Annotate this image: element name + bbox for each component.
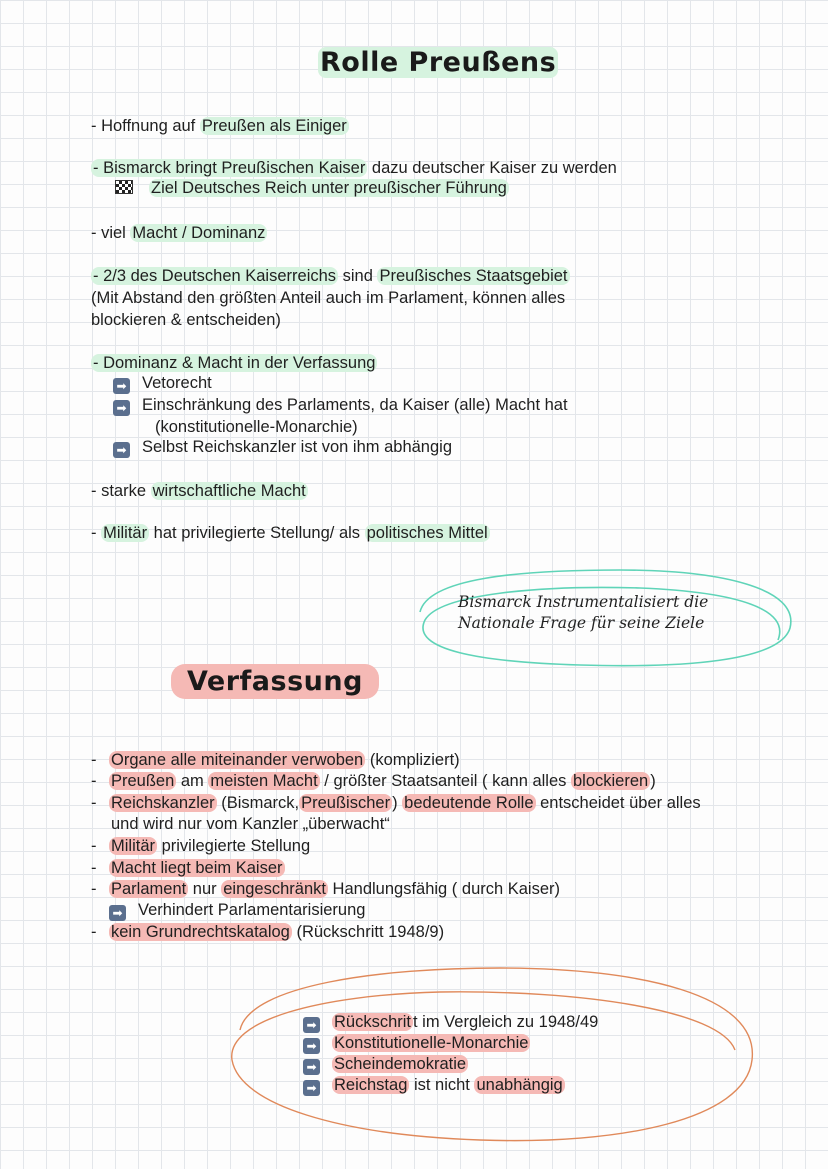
summary-item: ➡ Reichstag ist nicht unabhängig bbox=[303, 1074, 565, 1096]
section-title-verfassung: Verfassung bbox=[171, 664, 379, 699]
note-line-1: Bismarck Instrumentalisiert die bbox=[458, 593, 709, 611]
line-reichskanzler-abhaengig: ➡ Selbst Reichskanzler ist von ihm abhängig bbox=[113, 436, 452, 458]
line-wirtschaft: - starke wirtschaftliche Macht bbox=[91, 482, 306, 500]
right-arrow-icon: ➡ bbox=[109, 905, 126, 921]
summary-item: ➡ Konstitutionelle-Monarchie bbox=[303, 1032, 530, 1054]
line-staatsgebiet: - 2/3 des Deutschen Kaiserreichs sind Preußisches Staatsgebiet bbox=[93, 267, 568, 285]
checkered-flag-icon bbox=[115, 180, 133, 194]
list-item: - Reichskanzler (Bismarck, Preußischer ) bedeutende Rolle entscheidet über alles bbox=[91, 794, 701, 812]
right-arrow-icon: ➡ bbox=[303, 1080, 320, 1096]
right-arrow-icon: ➡ bbox=[303, 1017, 320, 1033]
list-item: - Preußen am meisten Macht / größter Staatsanteil ( kann alles blockieren ) bbox=[91, 772, 656, 790]
list-item-sub: ➡ Verhindert Parlamentarisierung bbox=[109, 899, 365, 921]
line-bismarck: - Bismarck bringt Preußischen Kaiser dazu deutscher Kaiser zu werden bbox=[93, 159, 617, 177]
right-arrow-icon: ➡ bbox=[303, 1038, 320, 1054]
line-hoffnung: - Hoffnung auf Preußen als Einiger bbox=[91, 117, 347, 135]
summary-item: ➡ Rückschrit t im Vergleich zu 1948/49 bbox=[303, 1011, 598, 1033]
list-item: - Parlament nur eingeschränkt Handlungsfähig ( durch Kaiser) bbox=[91, 880, 561, 898]
right-arrow-icon: ➡ bbox=[113, 378, 130, 394]
summary-item: ➡ Scheindemokratie bbox=[303, 1053, 468, 1075]
page-title: Rolle Preußens bbox=[320, 47, 557, 78]
list-item: - Macht liegt beim Kaiser bbox=[91, 859, 283, 877]
right-arrow-icon: ➡ bbox=[303, 1059, 320, 1075]
line-ziel: Ziel Deutsches Reich unter preußischer Führung bbox=[115, 177, 509, 199]
line-macht: - viel Macht / Dominanz bbox=[91, 224, 266, 242]
line-monarchie: (konstitutionelle-Monarchie) bbox=[155, 418, 358, 436]
note-line-2: Nationale Frage für seine Ziele bbox=[458, 614, 705, 632]
line-militaer: - Militär hat privilegierte Stellung/ als politisches Mittel bbox=[91, 524, 488, 542]
line-blockieren: blockieren & entscheiden) bbox=[91, 311, 281, 329]
right-arrow-icon: ➡ bbox=[113, 400, 130, 416]
list-item: - kein Grundrechtskatalog (Rückschritt 1948/9) bbox=[91, 923, 445, 941]
line-abstand: (Mit Abstand den größten Anteil auch im Parlament, können alles bbox=[91, 289, 566, 307]
line-einschraenkung: ➡ Einschränkung des Parlaments, da Kaiser (alle) Macht hat bbox=[113, 394, 568, 416]
line-vetorecht: ➡ Vetorecht bbox=[113, 372, 212, 394]
right-arrow-icon: ➡ bbox=[113, 442, 130, 458]
line-verfassung-dominanz: - Dominanz & Macht in der Verfassung bbox=[93, 354, 376, 372]
list-item: - Militär privilegierte Stellung bbox=[91, 837, 311, 855]
list-item: - Organe alle miteinander verwoben (kompliziert) bbox=[91, 751, 460, 769]
list-item-continuation: und wird nur vom Kanzler „überwacht“ bbox=[111, 815, 390, 833]
